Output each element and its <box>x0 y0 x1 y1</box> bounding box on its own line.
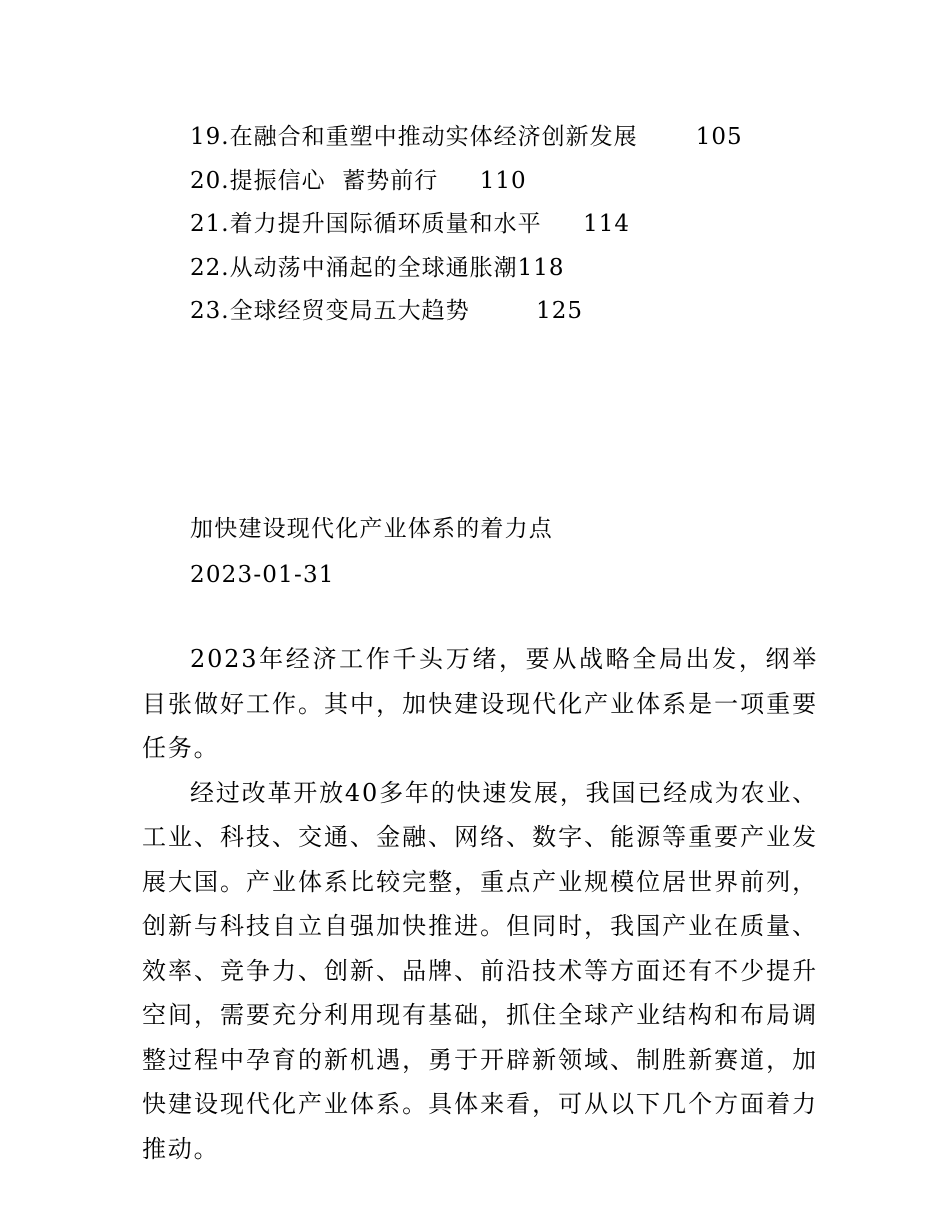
article-header <box>190 506 830 598</box>
toc-item <box>190 160 830 204</box>
article-date: 2023-01-31 <box>190 562 335 588</box>
toc-item <box>190 203 830 247</box>
toc-item <box>190 116 830 160</box>
toc-item-label: 21.着力提升国际循环质量和水平 <box>190 211 542 237</box>
table-of-contents <box>190 116 830 334</box>
toc-item-page: 114 <box>583 211 631 237</box>
toc-item-label: 22.从动荡中涌起的全球通胀潮 <box>190 254 518 281</box>
article-title: 加快建设现代化产业体系的着力点 <box>190 516 553 542</box>
article-body <box>142 637 818 1171</box>
toc-item-label: 19.在融合和重塑中推动实体经济创新发展 <box>190 124 638 150</box>
toc-item-label: 23.全球经贸变局五大趋势 <box>190 298 470 324</box>
toc-item <box>190 247 830 291</box>
toc-item-spacer <box>470 298 537 324</box>
toc-item-page: 105 <box>695 124 743 150</box>
toc-item-page: 110 <box>479 167 527 194</box>
toc-item-label: 20.提振信心 蓄势前行 <box>190 167 439 194</box>
toc-item <box>190 290 830 334</box>
toc-item-spacer <box>638 124 696 150</box>
article-paragraph: 经过改革开放40多年的快速发展，我国已经成为农业、工业、科技、交通、金融、网络、数字、能源等重要产业发展大国。产业体系比较完整，重点产业规模位居世界前列，创新与科技自立自强加快推进。但同时，我国产业在质量、效率、竞争力、创新、品牌、前沿技术等方面还有不少提升空间，需要充分利用现有基础，抓住全球产业结构和布局调整过程中孕育的新机遇，勇于开辟新领域、制胜新赛道，加快建设现代化产业体系。具体来看，可从以下几个方面着力推动。 <box>142 778 818 1163</box>
toc-item-page: 118 <box>517 254 565 281</box>
toc-item-page: 125 <box>536 298 583 324</box>
toc-item-spacer <box>438 168 480 194</box>
toc-item-spacer <box>542 211 584 237</box>
article-paragraph: 2023年经济工作千头万绪，要从战略全局出发，纲举目张做好工作。其中，加快建设现代化产业体系是一项重要任务。 <box>142 645 818 762</box>
